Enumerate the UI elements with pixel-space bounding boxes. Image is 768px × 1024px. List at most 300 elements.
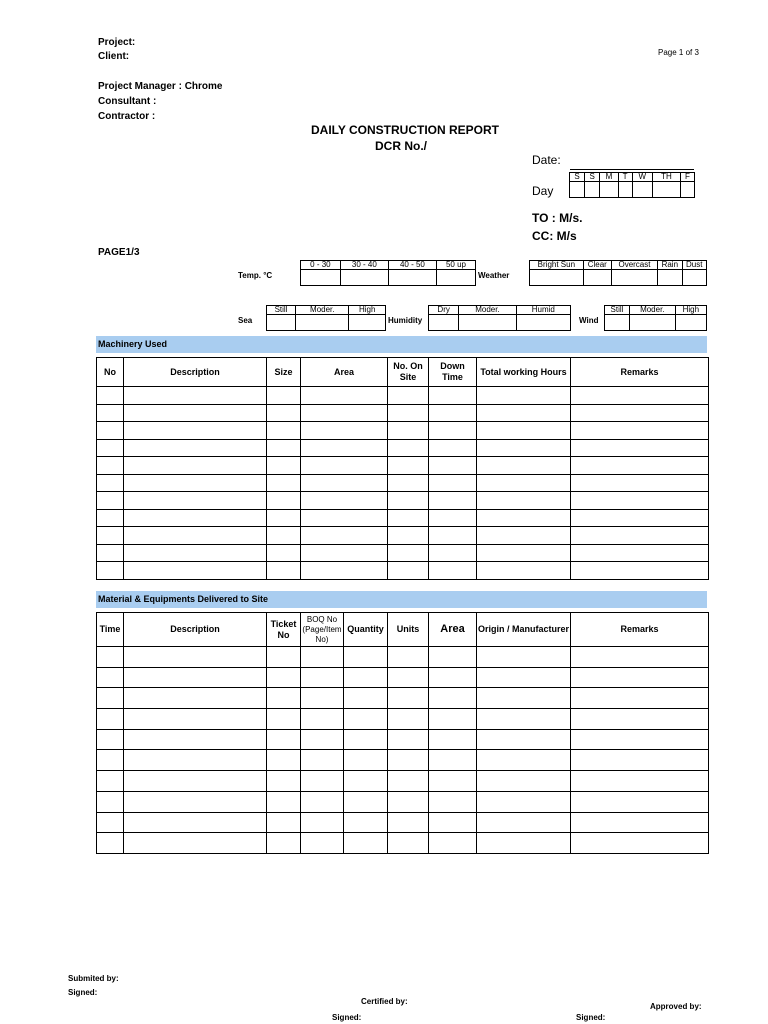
dcr-number: DCR No./: [375, 139, 427, 153]
table-cell[interactable]: [429, 812, 477, 833]
table-cell[interactable]: [571, 729, 709, 750]
machinery-table: [96, 357, 709, 580]
humidity-label: Moder.: [459, 306, 516, 315]
day-label: M: [600, 173, 618, 182]
humidity-label: Humid: [516, 306, 570, 315]
table-cell[interactable]: [477, 647, 571, 668]
table-cell[interactable]: [477, 509, 571, 527]
table-row: [97, 439, 709, 457]
day-checkbox[interactable]: [570, 182, 585, 198]
table-cell[interactable]: [124, 688, 267, 709]
table-cell[interactable]: [301, 709, 344, 730]
table-row: [97, 474, 709, 492]
table-cell[interactable]: [388, 387, 429, 405]
table-cell[interactable]: [388, 474, 429, 492]
wind-checkbox[interactable]: [605, 315, 630, 331]
table-cell[interactable]: [388, 688, 429, 709]
table-cell[interactable]: [344, 750, 388, 771]
table-cell[interactable]: [301, 527, 388, 545]
table-cell[interactable]: [301, 750, 344, 771]
table-cell[interactable]: [124, 404, 267, 422]
table-cell[interactable]: [301, 729, 344, 750]
table-cell[interactable]: [477, 688, 571, 709]
table-cell[interactable]: [429, 771, 477, 792]
table-cell[interactable]: [571, 771, 709, 792]
table-cell[interactable]: [124, 647, 267, 668]
table-cell[interactable]: [301, 404, 388, 422]
table-cell[interactable]: [477, 791, 571, 812]
date-line: [570, 169, 694, 170]
table-cell[interactable]: [124, 544, 267, 562]
table-cell[interactable]: [477, 812, 571, 833]
table-cell[interactable]: [267, 729, 301, 750]
materials-column-header: Description: [124, 613, 267, 647]
weather-label: Dust: [682, 261, 706, 270]
table-cell[interactable]: [267, 387, 301, 405]
signed-certified: Signed:: [332, 1013, 362, 1022]
table-cell[interactable]: [571, 404, 709, 422]
temp-label: 30 - 40: [340, 261, 388, 270]
table-cell[interactable]: [429, 729, 477, 750]
sea-checkbox[interactable]: [296, 315, 349, 331]
table-cell[interactable]: [344, 667, 388, 688]
table-cell[interactable]: [301, 688, 344, 709]
table-cell[interactable]: [301, 474, 388, 492]
table-cell[interactable]: [301, 457, 388, 475]
table-cell[interactable]: [97, 833, 124, 854]
table-cell[interactable]: [429, 544, 477, 562]
table-cell[interactable]: [301, 833, 344, 854]
table-cell[interactable]: [124, 812, 267, 833]
humidity-grid: [428, 305, 571, 331]
project-label: Project:: [98, 37, 136, 48]
table-row: [97, 750, 709, 771]
table-row: [97, 667, 709, 688]
day-label: S: [570, 173, 585, 182]
day-label: Day: [532, 184, 554, 198]
table-cell[interactable]: [267, 647, 301, 668]
wind-label: Wind: [579, 316, 599, 325]
day-label: TH: [653, 173, 681, 182]
table-cell[interactable]: [388, 791, 429, 812]
table-cell[interactable]: [477, 404, 571, 422]
table-cell[interactable]: [388, 544, 429, 562]
table-cell[interactable]: [388, 527, 429, 545]
table-cell[interactable]: [571, 457, 709, 475]
table-row: [97, 509, 709, 527]
table-row: [97, 404, 709, 422]
table-cell[interactable]: [97, 647, 124, 668]
table-row: [97, 544, 709, 562]
table-row: [97, 833, 709, 854]
table-cell[interactable]: [267, 492, 301, 510]
materials-column-header: Quantity: [344, 613, 388, 647]
table-cell[interactable]: [267, 667, 301, 688]
materials-column-header: Units: [388, 613, 429, 647]
table-cell[interactable]: [477, 750, 571, 771]
materials-table: [96, 612, 709, 854]
signed-submitted: Signed:: [68, 988, 98, 997]
table-cell[interactable]: [124, 422, 267, 440]
table-cell[interactable]: [301, 439, 388, 457]
table-cell[interactable]: [571, 492, 709, 510]
table-cell[interactable]: [388, 422, 429, 440]
table-row: [97, 709, 709, 730]
table-cell[interactable]: [571, 812, 709, 833]
table-cell[interactable]: [124, 492, 267, 510]
table-cell[interactable]: [344, 833, 388, 854]
table-cell[interactable]: [429, 647, 477, 668]
table-cell[interactable]: [571, 667, 709, 688]
table-cell[interactable]: [571, 439, 709, 457]
table-cell[interactable]: [344, 771, 388, 792]
table-cell[interactable]: [388, 812, 429, 833]
cc-line: CC: M/s: [532, 229, 577, 243]
table-row: [97, 812, 709, 833]
day-checkbox[interactable]: [632, 182, 652, 198]
table-cell[interactable]: [267, 457, 301, 475]
machinery-column-header: Remarks: [571, 358, 709, 387]
materials-column-header: Area: [429, 613, 477, 647]
table-cell[interactable]: [124, 667, 267, 688]
day-checkbox[interactable]: [618, 182, 632, 198]
table-cell[interactable]: [97, 527, 124, 545]
table-cell[interactable]: [97, 404, 124, 422]
table-cell[interactable]: [267, 422, 301, 440]
materials-column-header: Time: [97, 613, 124, 647]
wind-grid: [604, 305, 707, 331]
table-cell[interactable]: [571, 647, 709, 668]
table-cell[interactable]: [388, 729, 429, 750]
table-cell[interactable]: [97, 457, 124, 475]
humidity-checkbox[interactable]: [459, 315, 516, 331]
table-cell[interactable]: [301, 771, 344, 792]
table-cell[interactable]: [429, 439, 477, 457]
table-cell[interactable]: [388, 667, 429, 688]
humidity-checkbox[interactable]: [429, 315, 459, 331]
humidity-label: Humidity: [388, 316, 423, 325]
machinery-column-header: Size: [267, 358, 301, 387]
table-cell[interactable]: [124, 457, 267, 475]
table-cell[interactable]: [429, 474, 477, 492]
table-cell[interactable]: [477, 709, 571, 730]
table-cell[interactable]: [477, 474, 571, 492]
machinery-column-header: Total working Hours: [477, 358, 571, 387]
temp-checkbox[interactable]: [436, 270, 475, 286]
table-cell[interactable]: [344, 729, 388, 750]
table-cell[interactable]: [267, 791, 301, 812]
table-cell[interactable]: [571, 544, 709, 562]
temp-label: Temp. °C: [238, 271, 273, 280]
temp-label: 50 up: [436, 261, 475, 270]
table-cell[interactable]: [388, 771, 429, 792]
weather-label: Rain: [658, 261, 682, 270]
temp-checkbox[interactable]: [301, 270, 341, 286]
sea-label: Moder.: [296, 306, 349, 315]
table-cell[interactable]: [429, 688, 477, 709]
day-checkbox[interactable]: [600, 182, 618, 198]
weather-checkbox[interactable]: [682, 270, 706, 286]
table-cell[interactable]: [97, 509, 124, 527]
sea-label: High: [349, 306, 386, 315]
wind-checkbox[interactable]: [629, 315, 675, 331]
table-row: [97, 457, 709, 475]
table-cell[interactable]: [97, 709, 124, 730]
table-cell[interactable]: [301, 562, 388, 580]
table-cell[interactable]: [97, 562, 124, 580]
table-cell[interactable]: [267, 439, 301, 457]
table-cell[interactable]: [301, 544, 388, 562]
weather-label: Overcast: [611, 261, 657, 270]
table-cell[interactable]: [97, 474, 124, 492]
weather-checkbox[interactable]: [611, 270, 657, 286]
table-cell[interactable]: [477, 544, 571, 562]
machinery-column-header: No. On Site: [388, 358, 429, 387]
table-cell[interactable]: [267, 750, 301, 771]
table-cell[interactable]: [267, 771, 301, 792]
table-cell[interactable]: [388, 647, 429, 668]
table-cell[interactable]: [429, 387, 477, 405]
table-cell[interactable]: [97, 439, 124, 457]
table-cell[interactable]: [429, 709, 477, 730]
sea-label: Sea: [238, 316, 253, 325]
table-cell[interactable]: [477, 833, 571, 854]
weather-label: Clear: [583, 261, 611, 270]
table-cell[interactable]: [388, 439, 429, 457]
materials-column-header: Ticket No: [267, 613, 301, 647]
consultant-label: Consultant :: [98, 96, 157, 107]
table-cell[interactable]: [571, 387, 709, 405]
table-cell[interactable]: [429, 562, 477, 580]
weather-checkbox[interactable]: [658, 270, 682, 286]
table-cell[interactable]: [267, 527, 301, 545]
approved-by: Approved by:: [650, 1002, 702, 1011]
temp-grid: [300, 260, 476, 286]
date-label: Date:: [532, 153, 561, 167]
day-checkbox[interactable]: [653, 182, 681, 198]
table-cell[interactable]: [301, 387, 388, 405]
day-label: S: [585, 173, 600, 182]
machinery-column-header: No: [97, 358, 124, 387]
table-row: [97, 527, 709, 545]
table-cell[interactable]: [388, 709, 429, 730]
temp-checkbox[interactable]: [388, 270, 436, 286]
weather-label: Bright Sun: [530, 261, 584, 270]
sea-grid: [266, 305, 386, 331]
humidity-checkbox[interactable]: [516, 315, 570, 331]
day-label: F: [680, 173, 694, 182]
table-cell[interactable]: [267, 509, 301, 527]
table-cell[interactable]: [97, 492, 124, 510]
table-cell[interactable]: [97, 771, 124, 792]
table-cell[interactable]: [388, 404, 429, 422]
table-row: [97, 387, 709, 405]
table-cell[interactable]: [301, 791, 344, 812]
table-cell[interactable]: [571, 709, 709, 730]
page-of: Page 1 of 3: [658, 48, 699, 57]
table-cell[interactable]: [388, 509, 429, 527]
table-cell[interactable]: [388, 562, 429, 580]
table-row: [97, 492, 709, 510]
table-row: [97, 791, 709, 812]
table-cell[interactable]: [301, 667, 344, 688]
table-cell[interactable]: [571, 509, 709, 527]
materials-column-header: Origin / Manufacturer: [477, 613, 571, 647]
table-cell[interactable]: [477, 422, 571, 440]
client-label: Client:: [98, 51, 130, 62]
weather-checkbox[interactable]: [530, 270, 584, 286]
table-row: [97, 562, 709, 580]
table-cell[interactable]: [344, 791, 388, 812]
table-row: [97, 647, 709, 668]
table-cell[interactable]: [477, 729, 571, 750]
table-cell[interactable]: [301, 812, 344, 833]
machinery-column-header: Area: [301, 358, 388, 387]
table-cell[interactable]: [477, 667, 571, 688]
table-cell[interactable]: [267, 544, 301, 562]
materials-section-title: Material & Equipments Delivered to Site: [96, 591, 707, 608]
table-cell[interactable]: [571, 474, 709, 492]
table-cell[interactable]: [429, 404, 477, 422]
table-row: [97, 771, 709, 792]
table-cell[interactable]: [267, 833, 301, 854]
table-cell[interactable]: [267, 812, 301, 833]
table-cell[interactable]: [429, 667, 477, 688]
table-cell[interactable]: [97, 544, 124, 562]
machinery-column-header: Down Time: [429, 358, 477, 387]
weather-checkbox[interactable]: [583, 270, 611, 286]
table-cell[interactable]: [429, 527, 477, 545]
table-cell[interactable]: [124, 709, 267, 730]
table-cell[interactable]: [267, 404, 301, 422]
table-cell[interactable]: [388, 833, 429, 854]
table-cell[interactable]: [388, 457, 429, 475]
materials-column-header: BOQ No (Page/Item No): [301, 613, 344, 647]
sea-label: Still: [267, 306, 296, 315]
humidity-label: Dry: [429, 306, 459, 315]
table-cell[interactable]: [267, 688, 301, 709]
temp-checkbox[interactable]: [340, 270, 388, 286]
table-cell[interactable]: [429, 833, 477, 854]
report-title: DAILY CONSTRUCTION REPORT: [310, 123, 499, 137]
sea-checkbox[interactable]: [267, 315, 296, 331]
temp-label: 0 - 30: [301, 261, 341, 270]
day-checkbox[interactable]: [680, 182, 694, 198]
table-cell[interactable]: [97, 729, 124, 750]
table-cell[interactable]: [571, 562, 709, 580]
table-cell[interactable]: [571, 750, 709, 771]
table-cell[interactable]: [124, 439, 267, 457]
table-cell[interactable]: [344, 688, 388, 709]
certified-by: Certified by:: [361, 997, 408, 1006]
submitted-by: Submited by:: [68, 974, 119, 983]
table-cell[interactable]: [124, 387, 267, 405]
to-line: TO : M/s.: [532, 211, 583, 225]
sea-checkbox[interactable]: [349, 315, 386, 331]
table-cell[interactable]: [571, 791, 709, 812]
table-cell[interactable]: [124, 562, 267, 580]
table-cell[interactable]: [267, 562, 301, 580]
table-cell[interactable]: [571, 833, 709, 854]
weather-label: Weather: [478, 271, 510, 280]
day-grid: [569, 172, 695, 198]
table-cell[interactable]: [477, 457, 571, 475]
table-cell[interactable]: [477, 492, 571, 510]
table-cell[interactable]: [477, 562, 571, 580]
wind-label: Still: [605, 306, 630, 315]
table-cell[interactable]: [429, 422, 477, 440]
table-cell[interactable]: [388, 750, 429, 771]
table-cell[interactable]: [429, 492, 477, 510]
table-cell[interactable]: [124, 791, 267, 812]
table-row: [97, 422, 709, 440]
machinery-column-header: Description: [124, 358, 267, 387]
table-cell[interactable]: [97, 422, 124, 440]
table-cell[interactable]: [301, 492, 388, 510]
table-cell[interactable]: [477, 387, 571, 405]
project-manager: Project Manager : Chrome: [98, 81, 223, 92]
table-cell[interactable]: [429, 791, 477, 812]
machinery-section-title: Machinery Used: [96, 336, 707, 353]
table-cell[interactable]: [477, 771, 571, 792]
wind-checkbox[interactable]: [675, 315, 706, 331]
table-cell[interactable]: [301, 509, 388, 527]
table-cell[interactable]: [97, 688, 124, 709]
table-cell[interactable]: [344, 812, 388, 833]
weather-grid: [529, 260, 707, 286]
table-cell[interactable]: [301, 422, 388, 440]
table-cell[interactable]: [429, 750, 477, 771]
table-cell[interactable]: [429, 509, 477, 527]
table-cell[interactable]: [301, 647, 344, 668]
table-cell[interactable]: [429, 457, 477, 475]
table-cell[interactable]: [97, 812, 124, 833]
wind-label: Moder.: [629, 306, 675, 315]
table-cell[interactable]: [97, 387, 124, 405]
table-cell[interactable]: [97, 791, 124, 812]
table-cell[interactable]: [267, 709, 301, 730]
table-cell[interactable]: [124, 527, 267, 545]
table-cell[interactable]: [571, 422, 709, 440]
table-cell[interactable]: [97, 667, 124, 688]
day-checkbox[interactable]: [585, 182, 600, 198]
wind-label: High: [675, 306, 706, 315]
table-cell[interactable]: [124, 750, 267, 771]
table-cell[interactable]: [344, 709, 388, 730]
table-cell[interactable]: [124, 474, 267, 492]
day-label: W: [632, 173, 652, 182]
table-cell[interactable]: [344, 647, 388, 668]
temp-label: 40 - 50: [388, 261, 436, 270]
materials-column-header: Remarks: [571, 613, 709, 647]
table-cell[interactable]: [388, 492, 429, 510]
table-cell[interactable]: [124, 729, 267, 750]
table-cell[interactable]: [571, 527, 709, 545]
table-cell[interactable]: [124, 833, 267, 854]
table-cell[interactable]: [124, 771, 267, 792]
day-label: T: [618, 173, 632, 182]
table-cell[interactable]: [477, 527, 571, 545]
contractor-label: Contractor :: [98, 111, 156, 122]
table-cell[interactable]: [571, 688, 709, 709]
signed-approved: Signed:: [576, 1013, 606, 1022]
table-cell[interactable]: [267, 474, 301, 492]
table-row: [97, 688, 709, 709]
table-cell[interactable]: [477, 439, 571, 457]
table-cell[interactable]: [97, 750, 124, 771]
page-label: PAGE1/3: [98, 247, 140, 258]
table-cell[interactable]: [124, 509, 267, 527]
